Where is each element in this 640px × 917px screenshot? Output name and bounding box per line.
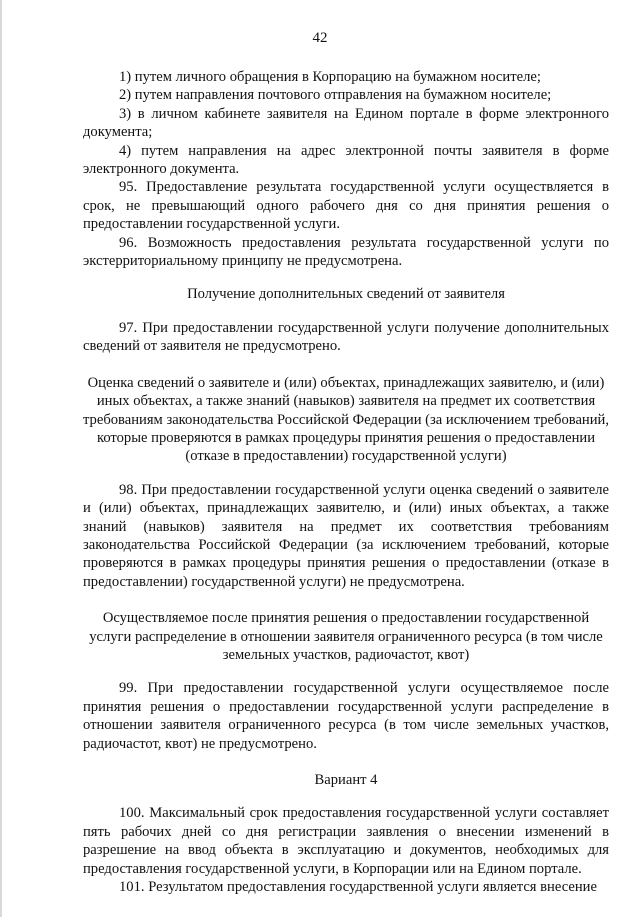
paragraph-method-3: 3) в личном кабинете заявителя на Едином портале в форме электронного документа; <box>83 105 609 141</box>
paragraph-100: 100. Максимальный срок предоставления государственной услуги составляет пять рабочих дней со дня регистрации заявления о внесении изменений в разрешение на ввод объекта в эксплуатацию и документов, необходимых для предоставления государственной услуги, в Корпорации или на Едином портале. <box>83 805 609 877</box>
paragraph-97: 97. При предоставлении государственной услуги получение дополнительных сведений от заявителя не предусмотрено. <box>83 319 609 355</box>
section-heading-additional-info: Получение дополнительных сведений от заявителя <box>187 286 505 303</box>
document-body <box>83 68 609 896</box>
scan-edge <box>0 0 2 917</box>
paragraph-method-4: 4) путем направления на адрес электронной почты заявителя в форме электронного документа. <box>83 142 609 178</box>
paragraph-method-2: 2) путем направления почтового отправления на бумажном носителе; <box>119 87 552 104</box>
paragraph-96: 96. Возможность предоставления результата государственной услуги по экстерриториальному принципу не предусмотрена. <box>83 234 609 270</box>
page-number: 42 <box>312 30 328 46</box>
paragraph-method-1: 1) путем личного обращения в Корпорацию на бумажном носителе; <box>119 69 541 85</box>
paragraph-101: 101. Результатом предоставления государственной услуги является внесение <box>119 879 597 896</box>
paragraph-99: 99. При предоставлении государственной услуги осуществляемое после принятия решения о предоставлении государственной услуги распределение в отношении заявителя ограниченного ресурса (в том числе земельных участков, радиочастот, квот) не предусмотрено. <box>83 680 609 752</box>
section-heading-resource-allocation: Осуществляемое после принятия решения о предоставлении государственной услуги распределение в отношении заявителя ограниченного ресурса (в том числе земельных участков, радиочастот, квот) <box>89 610 603 663</box>
section-heading-variant-4: Вариант 4 <box>314 772 378 788</box>
section-heading-assessment: Оценка сведений о заявителе и (или) объектах, принадлежащих заявителю, и (или) иных объектах, а также знаний (навыков) заявителя на предмет их соответствия требованиям законодательства Российской Федерации (за исключением требований, которые проверяются в рамках процедуры принятия решения о предоставлении (отказе в предоставлении) государственной услуги) <box>83 374 610 465</box>
paragraph-95: 95. Предоставление результата государственной услуги осуществляется в срок, не превышающий одного рабочего дня со дня принятия решения о предоставлении государственной услуги. <box>83 179 609 233</box>
paragraph-98: 98. При предоставлении государственной услуги оценка сведений о заявителе и (или) объектах, принадлежащих заявителю, и (или) иных объектах, а также знаний (навыков) заявителя на предмет их соответствия требованиям законодательства Российской Федерации (за исключением требований, которые проверяются в рамках процедуры принятия решения о предоставлении (отказе в предоставлении) государственной услуги) не предусмотрена. <box>83 481 609 590</box>
